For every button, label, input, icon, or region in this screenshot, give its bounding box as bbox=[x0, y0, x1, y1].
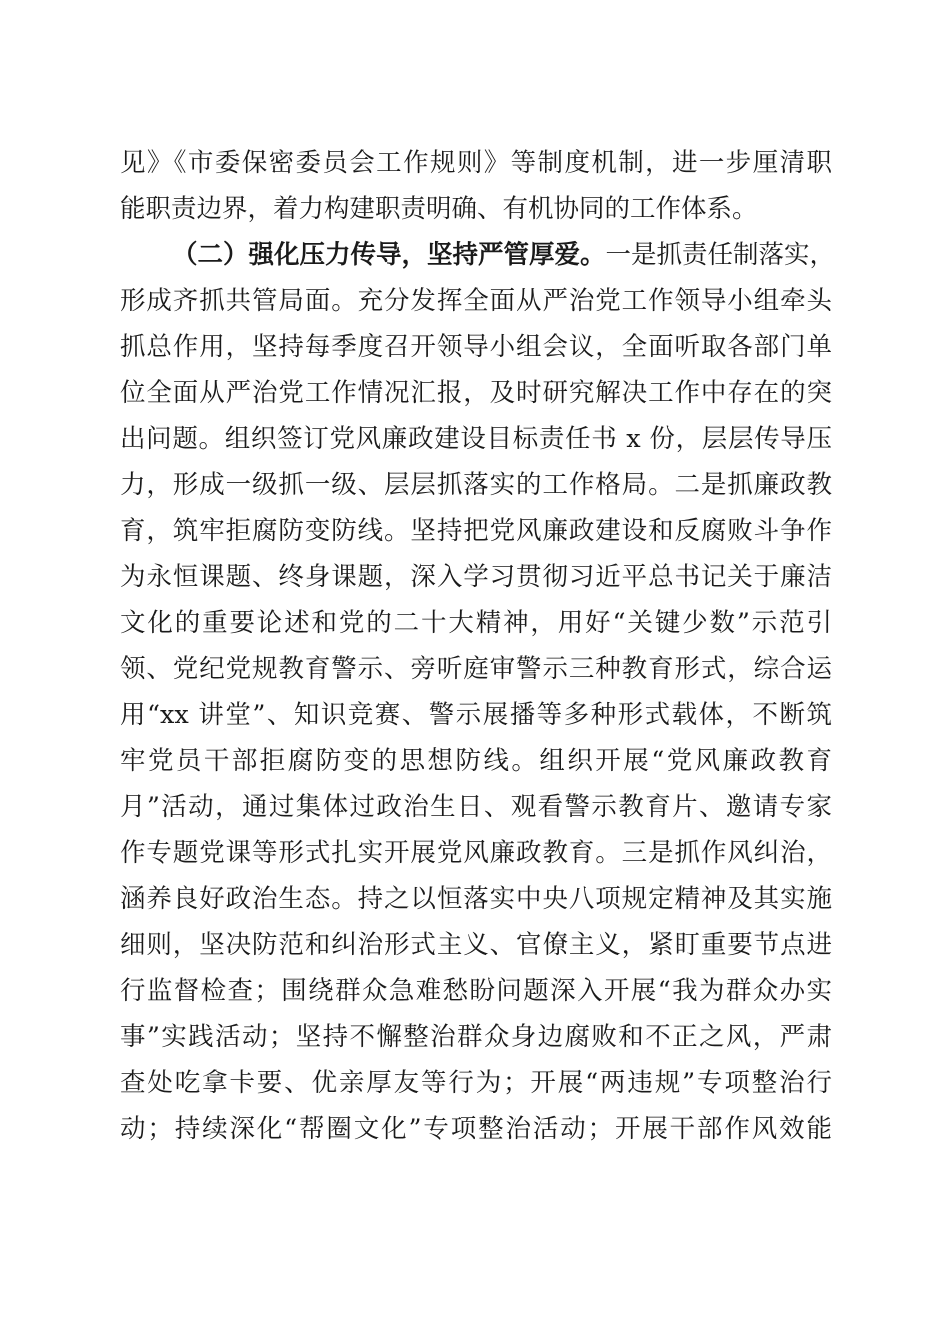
paragraph-first-line bbox=[172, 235, 836, 275]
text-line: 查处吃拿卡要、优亲厚友等行为；开展“两违规”专项整治行 bbox=[120, 1068, 832, 1098]
text-line: 出问题。组织签订党风廉政建设目标责任书 x 份，层层传导压 bbox=[120, 424, 832, 454]
text-line: 文化的重要论述和党的二十大精神，用好“关键少数”示范引 bbox=[120, 608, 832, 638]
text-line: 位全面从严治党工作情况汇报，及时研究解决工作中存在的突 bbox=[120, 378, 832, 408]
text-line: 力，形成一级抓一级、层层抓落实的工作格局。二是抓廉政教 bbox=[120, 470, 832, 500]
text-line: 动；持续深化“帮圈文化”专项整治活动；开展干部作风效能 bbox=[120, 1114, 832, 1144]
section-heading: （二）强化压力传导，坚持严管厚爱。 bbox=[172, 240, 606, 270]
text-line: 行监督检查；围绕群众急难愁盼问题深入开展“我为群众办实 bbox=[120, 976, 832, 1006]
text-line: 涵养良好政治生态。持之以恒落实中央八项规定精神及其实施 bbox=[120, 884, 832, 914]
text-line: 领、党纪党规教育警示、旁听庭审警示三种教育形式，综合运 bbox=[120, 654, 832, 684]
text-line: 见》《市委保密委员会工作规则》等制度机制，进一步厘清职 bbox=[120, 148, 832, 178]
text-line: 用“xx 讲堂”、知识竞赛、警示展播等多种形式载体，不断筑 bbox=[120, 700, 832, 730]
text-line: 形成齐抓共管局面。充分发挥全面从严治党工作领导小组牵头 bbox=[120, 286, 832, 316]
text-span: 一是抓责任制落实， bbox=[605, 240, 836, 270]
text-line: 月”活动，通过集体过政治生日、观看警示教育片、邀请专家 bbox=[120, 792, 832, 822]
text-line: 事”实践活动；坚持不懈整治群众身边腐败和不正之风，严肃 bbox=[120, 1022, 832, 1052]
text-line: 作专题党课等形式扎实开展党风廉政教育。三是抓作风纠治， bbox=[120, 838, 832, 868]
text-line: 为永恒课题、终身课题，深入学习贯彻习近平总书记关于廉洁 bbox=[120, 562, 832, 592]
text-line: 抓总作用，坚持每季度召开领导小组会议，全面听取各部门单 bbox=[120, 332, 832, 362]
text-line: 能职责边界，着力构建职责明确、有机协同的工作体系。 bbox=[120, 194, 758, 224]
text-line: 育，筑牢拒腐防变防线。坚持把党风廉政建设和反腐败斗争作 bbox=[120, 516, 832, 546]
text-line: 牢党员干部拒腐防变的思想防线。组织开展“党风廉政教育 bbox=[120, 746, 832, 776]
text-line: 细则，坚决防范和纠治形式主义、官僚主义，紧盯重要节点进 bbox=[120, 930, 832, 960]
